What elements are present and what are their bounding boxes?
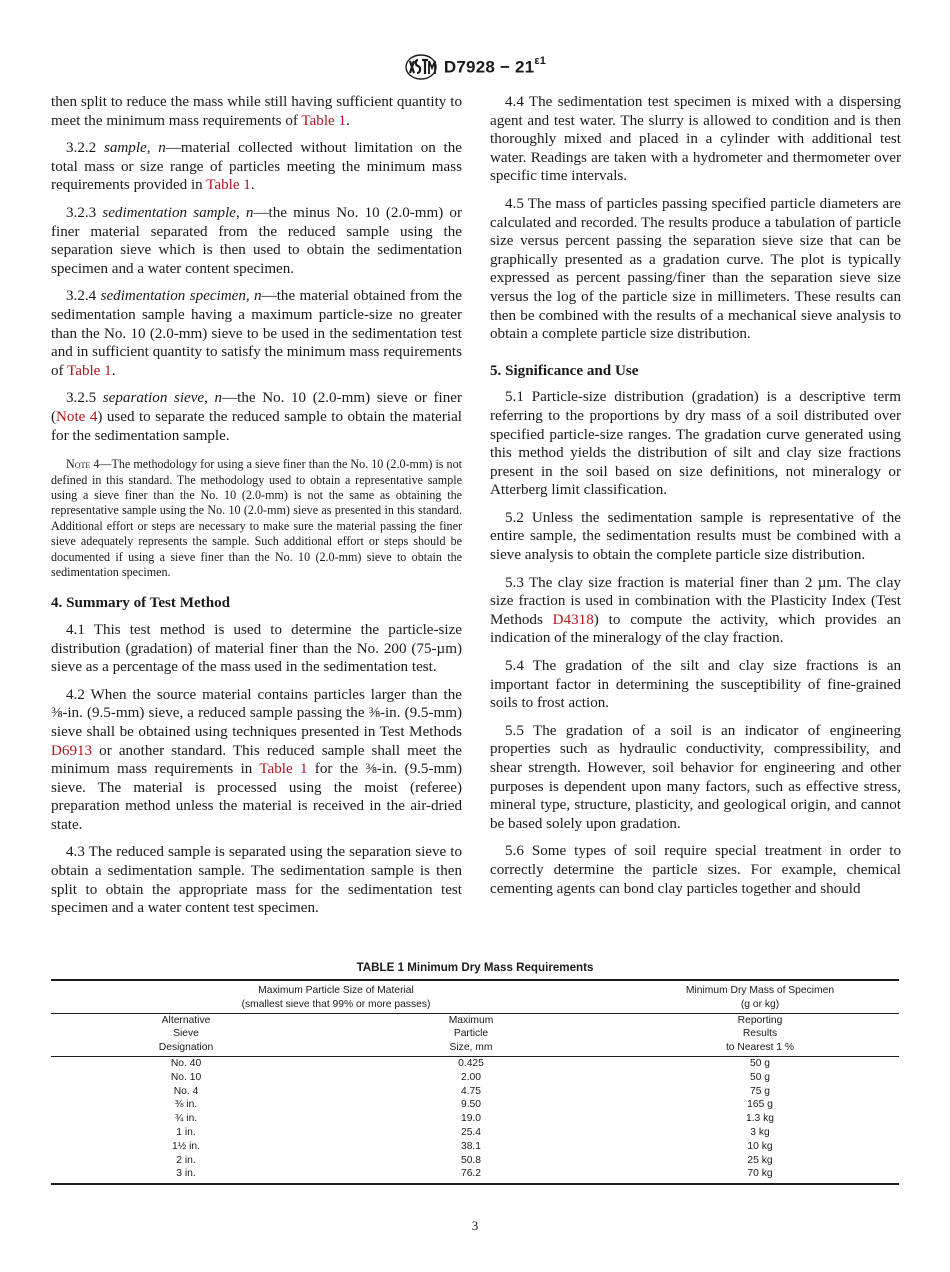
cell-size: 4.75 (460, 1085, 482, 1097)
table-row (51, 1140, 899, 1154)
table-1-link[interactable]: Table 1 (206, 177, 251, 194)
d6913-link[interactable]: D6913 (51, 742, 93, 759)
table-row (51, 1112, 899, 1126)
paragraph-continued: then split to reduce the mass while still having sufficient quantity to meet the minimum mass requirements of Table 1. (51, 94, 462, 129)
cell-mass: 50 g (749, 1057, 771, 1069)
paragraph-4-4: 4.4 The sedimentation test specimen is mixed with a dispersing agent and test water. The slurry is allowed to condition and is then thoroughly mixed and placed in a cylinder with additional test water. Readings are taken with a hydrometer and thermometer over specific time intervals. (490, 94, 901, 185)
table-1-link[interactable]: Table 1 (259, 761, 308, 778)
table-1 (51, 961, 899, 1185)
paragraph-4-1: 4.1 This test method is used to determine the particle-size distribution (gradation) of material finer than the No. 200 (75-µm) sieve as a percentage of the mass used in the sedimentation test. (51, 621, 462, 676)
cell-sieve: ⅜ in. (174, 1099, 198, 1111)
paragraph-5-6: 5.6 Some types of soil require special treatment in order to correctly determine the particle sizes. For example, chemical cementing agents can bond clay particles together and should (490, 843, 901, 897)
cell-size: 2.00 (460, 1071, 482, 1083)
table-row (51, 1154, 899, 1168)
col-header-particle-size: Maximum Particle Size, mm (321, 1013, 621, 1056)
cell-size: 0.425 (458, 1057, 484, 1069)
page-number: 3 (471, 1218, 479, 1233)
page-header (0, 50, 950, 84)
cell-sieve: ¾ in. (174, 1113, 198, 1125)
cell-mass: 1.3 kg (745, 1113, 775, 1125)
min-dry-mass-table (51, 979, 899, 1185)
note-4: Note 4—The methodology for using a sieve finer than the No. 10 (2.0-mm) is not defined in this standard. The methodology used to obtain a representative sample using a sieve finer than the No. 10 (2.0-mm) is not the same as obtaining the representative sample using the No. 10 (2.0-mm) sieve as presented in this standard. Additional effort or steps are necessary to make sure the material passing the finer sieve adequately represents the sample. Such additional effort or steps should be documented if using a sieve finer than the No. 10 (2.0-mm) sieve to obtain the sedimentation specimen. (51, 457, 462, 579)
section-4-heading: 4. Summary of Test Method (51, 595, 231, 612)
cell-mass: 75 g (749, 1085, 771, 1097)
cell-sieve: 1½ in. (171, 1140, 201, 1152)
paragraph-5-4: 5.4 The gradation of the silt and clay size fractions is an important factor in determining the susceptibility of fine-grained soils to frost action. (490, 658, 901, 712)
cell-mass: 50 g (749, 1071, 771, 1083)
definition-3-2-3: 3.2.3 sedimentation sample, n—the minus No. 10 (2.0-mm) or finer material separated from the reduced sample using the separation sieve which is then used to obtain the sedimentation specimen and a water content specimen. (51, 204, 463, 277)
cell-sieve: 1 in. (176, 1126, 196, 1138)
cell-size: 38.1 (460, 1140, 482, 1152)
table-row (51, 1126, 899, 1140)
table-1-link[interactable]: Table 1 (67, 362, 112, 379)
table-column-headers (51, 1013, 899, 1056)
note-4-link[interactable]: Note 4 (56, 408, 98, 425)
cell-size: 76.2 (460, 1168, 482, 1180)
cell-size: 19.0 (460, 1113, 482, 1125)
definition-3-2-4: 3.2.4 sedimentation specimen, n—the material obtained from the sedimentation sample having a maximum particle-size no greater than the No. 10 (2.0-mm) sieve to be used in the sedimentation test and in sufficient quantity to satisfy the minimum mass requirements of Table 1. (51, 288, 462, 379)
section-5-heading: 5. Significance and Use (490, 362, 639, 379)
cell-size: 9.50 (460, 1099, 482, 1111)
paragraph-5-3: 5.3 The clay size fraction is material finer than 2 µm. The clay size fraction is used in combination with the Plasticity Index (Test Methods D4318) to compute the activity, which provides an indication of the mineralogy of the clay fraction. (490, 574, 901, 647)
astm-logo-icon (404, 52, 438, 82)
cell-sieve: No. 40 (170, 1057, 202, 1069)
paragraph-5-5: 5.5 The gradation of a soil is an indicator of engineering properties such as hydraulic conductivity, compressibility, and shear strength. However, soil behavior for engineering and other purposes is dependent upon many factors, such as effective stress, mineral type, structure, plasticity, and geological origin, and cannot be based solely upon gradation. (490, 722, 901, 832)
table-row (51, 1056, 899, 1070)
definition-3-2-2: 3.2.2 sample, n—material collected without limitation on the total mass or size range of particles meeting the minimum mass requirements provided in Table 1. (51, 140, 462, 194)
cell-mass: 25 kg (747, 1154, 773, 1166)
group-header-max-particle: Maximum Particle Size of Material (smallest sieve that 99% or more passes) (241, 985, 431, 1010)
col-header-reporting-results: Reporting Results to Nearest 1 % (621, 1013, 899, 1056)
document-id: $D7928 - 21^{\varepsilon 1}$ (443, 54, 547, 77)
col-header-sieve-designation: Alternative Sieve Designation (51, 1013, 321, 1056)
definition-3-2-5: 3.2.5 separation sieve, n—the No. 10 (2.0-mm) sieve or finer (Note 4) used to separate the reduced sample to obtain the material for the sedimentation sample. (51, 390, 463, 444)
cell-size: 25.4 (460, 1126, 482, 1138)
d4318-link[interactable]: D4318 (552, 611, 594, 628)
table-row (51, 1098, 899, 1112)
cell-mass: 10 kg (747, 1140, 773, 1152)
paragraph-4-2: 4.2 When the source material contains particles larger than the ⅜-in. (9.5-mm) sieve, a reduced sample passing the ⅜-in. (9.5-mm) sieve shall be obtained using techniques presented in Test Methods D6913 or another standard. This reduced sample shall meet the minimum mass requirements in Table 1 for the ⅜-in. (9.5-mm) sieve. The material is processed using the moist (referee) preparation method unless the material is received in the air-dried state. (51, 686, 463, 833)
table-1-link[interactable]: Table 1 (301, 112, 347, 129)
group-header-min-mass: Minimum Dry Mass of Specimen (g or kg) (685, 985, 835, 1010)
cell-sieve: No. 10 (170, 1071, 202, 1083)
table-group-header (51, 980, 899, 1013)
left-column (51, 93, 462, 927)
table-row (51, 1085, 899, 1099)
cell-mass: 165 g (747, 1099, 773, 1111)
paragraph-4-3: 4.3 The reduced sample is separated using the separation sieve to obtain a sedimentation sample. The sedimentation sample is then split to obtain the appropriate mass for the sedimentation test specimen and a water content test specimen. (51, 844, 462, 917)
cell-mass: 70 kg (747, 1168, 773, 1180)
cell-sieve: No. 4 (173, 1085, 199, 1097)
table-row (51, 1071, 899, 1085)
cell-sieve: 3 in. (176, 1168, 196, 1180)
cell-sieve: 2 in. (176, 1154, 196, 1166)
cell-size: 50.8 (460, 1154, 482, 1166)
cell-mass: 3 kg (750, 1126, 770, 1138)
paragraph-4-5: 4.5 The mass of particles passing specified particle diameters are calculated and recorded. The results produce a tabulation of particle size versus percent passing the separation sieve size that can be graphically presented as a gradation curve. The plot is typically expressed as percent passing/finer than the separation sieve size versus the log of the particle size in millimeters. These results can then be combined with the results of a mechanical sieve analysis to obtain a complete particle size distribution. (490, 195, 901, 343)
table-row (51, 1167, 899, 1184)
table-title: TABLE 1 Minimum Dry Mass Requirements (356, 961, 594, 974)
paragraph-5-1: 5.1 Particle-size distribution (gradation) is a descriptive term referring to the proportions by dry mass of a soil distributed over specified particle-size ranges. The gradation curve generated using this method yields the distribution of silt and clay size fractions present in the soil based on size definitions, not mineralogy or Atterberg limit classification. (490, 389, 901, 499)
right-column (490, 93, 901, 907)
paragraph-5-2: 5.2 Unless the sedimentation sample is representative of the entire sample, the sedimentation results must be combined with a sieve analysis to obtain the complete particle size distribution. (490, 509, 901, 564)
